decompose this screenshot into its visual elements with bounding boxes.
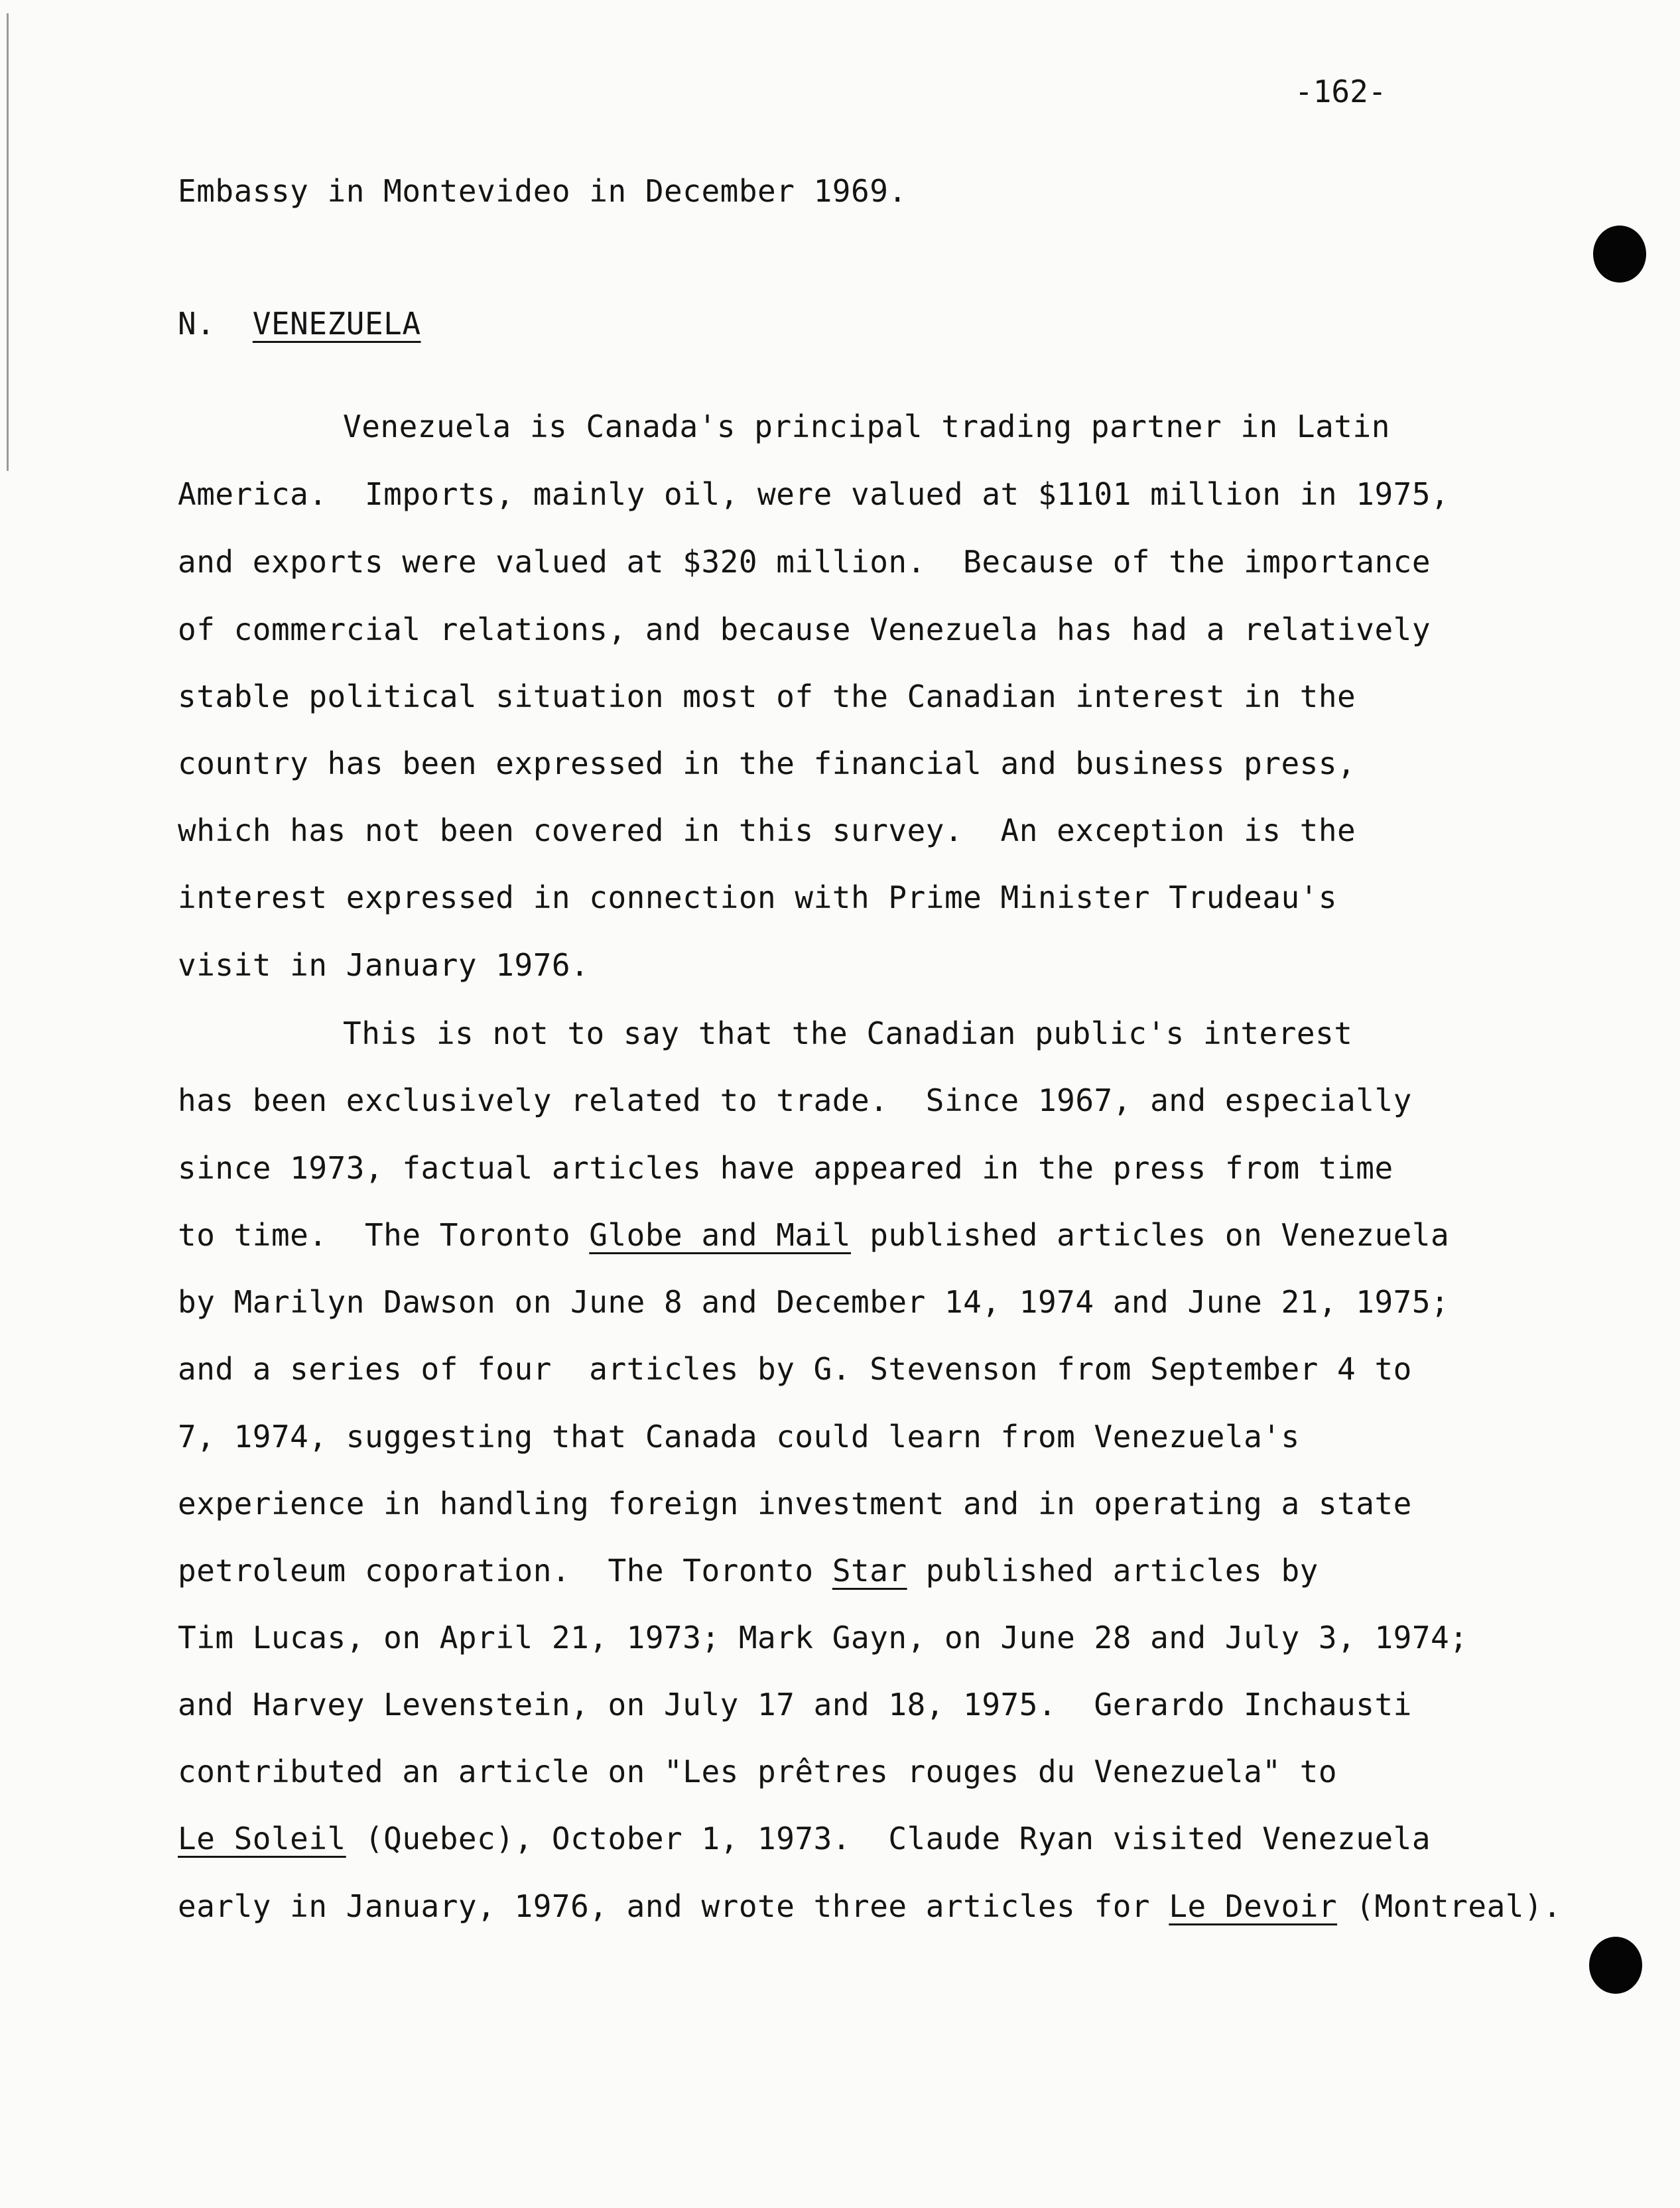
text-line [178, 614, 1431, 645]
text-line [178, 1486, 1412, 1522]
text-line [343, 1015, 1353, 1051]
underlined-title: Star [832, 1553, 907, 1589]
text-segment: contributed an article on "Les prêtres rouges du Venezuela" to [178, 1754, 1338, 1789]
text-segment: visit in January 1976. [178, 947, 590, 983]
text-segment: to time. The Toronto [178, 1217, 590, 1253]
text-segment: published articles on Venezuela [851, 1217, 1450, 1253]
text-line [178, 1351, 1412, 1387]
text-segment: and exports were valued at $320 million. Because of the importance [178, 544, 1431, 580]
text-segment: experience in handling foreign investment and in operating a state [178, 1486, 1412, 1522]
text-segment: by Marilyn Dawson on June 8 and December 14, 1974 and June 21, 1975; [178, 1284, 1450, 1320]
text-line [178, 1620, 1468, 1656]
text-segment: has been exclusively related to trade. Since 1967, and especially [178, 1082, 1412, 1118]
punch-hole-bottom [1589, 1937, 1642, 1994]
text-line [178, 1284, 1450, 1320]
text-line [178, 1689, 1412, 1720]
text-line [178, 1756, 1337, 1787]
scan-edge-line [7, 13, 9, 471]
text-line [178, 879, 1338, 915]
text-segment: (Quebec), October 1, 1973. Claude Ryan visited Venezuela [346, 1821, 1431, 1856]
punch-hole-top [1593, 226, 1646, 283]
text-segment: Embassy in Montevideo in December 1969. [178, 173, 907, 209]
text-segment: Tim Lucas, on April 21, 1973; Mark Gayn, on June 28 and July 3, 1974; [178, 1620, 1468, 1656]
text-line [178, 173, 907, 209]
text-segment: N. [178, 306, 253, 342]
text-line [343, 411, 1390, 442]
text-segment: This is not to say that the Canadian public's interest [343, 1015, 1353, 1051]
text-segment: since 1973, factual articles have appeared in the press from time [178, 1150, 1393, 1186]
text-segment: country has been expressed in the financial and business press, [178, 746, 1356, 781]
text-line [178, 1150, 1393, 1186]
underlined-title: Globe and Mail [589, 1217, 852, 1253]
text-line [178, 544, 1431, 580]
text-line [178, 1823, 1431, 1854]
underlined-title: VENEZUELA [252, 306, 421, 342]
text-segment: of commercial relations, and because Venezuela has had a relatively [178, 612, 1431, 647]
text-line [178, 1553, 1319, 1589]
underlined-title: Le Soleil [178, 1821, 346, 1856]
text-segment: and Harvey Levenstein, on July 17 and 18, 1975. Gerardo Inchausti [178, 1687, 1412, 1722]
text-segment: (Montreal). [1337, 1888, 1562, 1924]
text-line [178, 947, 590, 983]
text-line [178, 748, 1356, 779]
text-line [178, 812, 1356, 848]
underlined-title: Le Devoir [1169, 1888, 1338, 1924]
text-segment: published articles by [907, 1553, 1319, 1589]
text-line [178, 1217, 1450, 1253]
text-segment: interest expressed in connection with Prime Minister Trudeau's [178, 879, 1338, 915]
text-line [178, 1082, 1412, 1118]
text-segment: petroleum coporation. The Toronto [178, 1553, 832, 1589]
text-segment: early in January, 1976, and wrote three articles for [178, 1888, 1169, 1924]
text-line [178, 1888, 1562, 1924]
text-line [178, 476, 1450, 512]
text-segment: which has not been covered in this survey. An exception is the [178, 812, 1356, 848]
text-segment: America. Imports, mainly oil, were valued at $1101 million in 1975, [178, 476, 1450, 512]
text-line [178, 681, 1356, 712]
text-line [178, 306, 421, 342]
text-segment: Venezuela is Canada's principal trading partner in Latin [343, 409, 1390, 444]
text-segment: and a series of four articles by G. Stevenson from September 4 to [178, 1351, 1412, 1387]
text-segment: stable political situation most of the Canadian interest in the [178, 679, 1356, 714]
text-segment: 7, 1974, suggesting that Canada could learn from Venezuela's [178, 1419, 1300, 1455]
text-line [178, 1419, 1300, 1455]
page-number: -162- [1295, 74, 1387, 109]
